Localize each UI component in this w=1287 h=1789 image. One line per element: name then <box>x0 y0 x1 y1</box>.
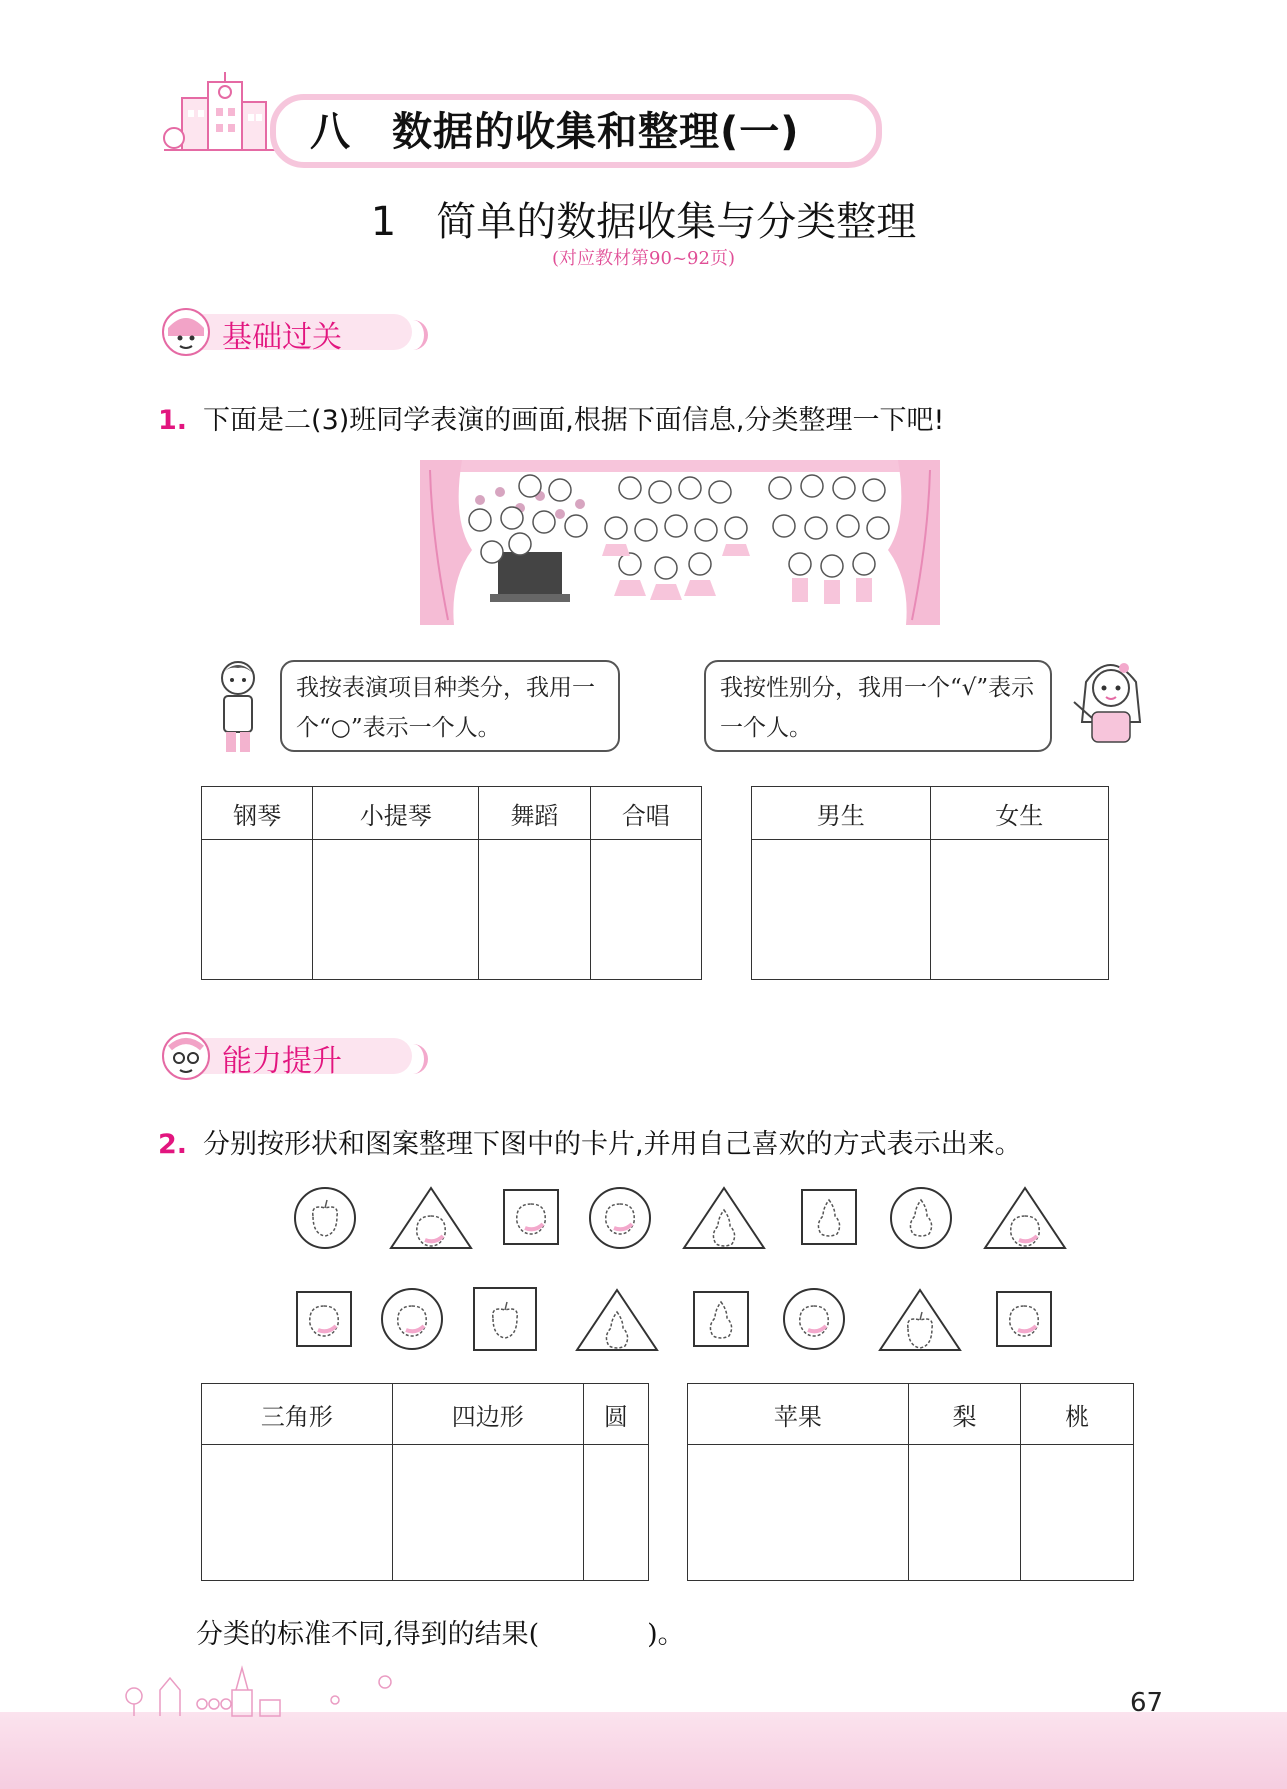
circle-card <box>382 1289 442 1349</box>
footer-band <box>0 1712 1287 1789</box>
answer-cell[interactable] <box>313 840 479 980</box>
triangle-card <box>391 1188 471 1248</box>
circle-card <box>590 1188 650 1248</box>
square-card <box>997 1292 1051 1346</box>
town-decoration-icon <box>120 1660 420 1720</box>
section-title: 能力提升 <box>222 1044 342 1079</box>
square-card <box>802 1190 856 1244</box>
girl-character <box>1066 652 1156 756</box>
answer-cell[interactable] <box>688 1445 909 1581</box>
table-header-cell: 苹果 <box>688 1384 909 1445</box>
table-header-cell: 小提琴 <box>313 787 479 840</box>
triangle-card <box>985 1188 1065 1248</box>
student-avatar-icon <box>160 306 212 358</box>
performance-type-table <box>201 786 702 980</box>
triangle-card <box>684 1188 764 1248</box>
chapter-title: 八 数据的收集和整理(一) <box>310 109 800 155</box>
question-text: 分别按形状和图案整理下图中的卡片,并用自己喜欢的方式表示出来。 <box>203 1129 1022 1160</box>
page-number: 67 <box>1130 1688 1164 1718</box>
teacher-avatar-icon <box>160 1030 212 1082</box>
speech-text: 我按表演项目种类分，我用一个“○”表示一个人。 <box>296 675 595 741</box>
square-card <box>694 1292 748 1346</box>
square-card <box>297 1292 351 1346</box>
shape-table <box>201 1383 649 1581</box>
table-header-cell: 梨 <box>908 1384 1021 1445</box>
table-header-cell: 男生 <box>752 787 931 840</box>
question-1 <box>158 398 944 437</box>
answer-cell[interactable] <box>392 1445 583 1581</box>
square-card <box>504 1190 558 1244</box>
answer-cell[interactable] <box>583 1445 648 1581</box>
answer-cell[interactable] <box>752 840 931 980</box>
speech-text: 我按性别分，我用一个“√”表示一个人。 <box>720 675 1035 741</box>
table-header-cell: 四边形 <box>392 1384 583 1445</box>
fruit-table <box>687 1383 1134 1581</box>
table-header-cell: 圆 <box>583 1384 648 1445</box>
table-header-cell: 桃 <box>1021 1384 1134 1445</box>
circle-card <box>891 1188 951 1248</box>
stage-performance-illustration <box>420 460 940 625</box>
question-number: 2. <box>158 1129 188 1160</box>
table-header-cell: 女生 <box>930 787 1109 840</box>
textbook-reference: (对应教材第90~92页) <box>552 248 735 269</box>
answer-cell[interactable] <box>202 1445 393 1581</box>
question-text: 下面是二(3)班同学表演的画面,根据下面信息,分类整理一下吧! <box>203 405 945 436</box>
answer-cell[interactable] <box>479 840 590 980</box>
circle-card <box>784 1289 844 1349</box>
boy-character <box>210 656 266 756</box>
gender-table <box>751 786 1109 980</box>
girl-speech-bubble <box>704 660 1052 752</box>
section-tag-advanced <box>160 1030 450 1080</box>
lesson-title: 1 简单的数据收集与分类整理 <box>370 199 917 245</box>
answer-cell[interactable] <box>930 840 1109 980</box>
fruit-shape-cards <box>280 1176 1080 1356</box>
square-card <box>474 1288 536 1350</box>
answer-cell[interactable] <box>1021 1445 1134 1581</box>
triangle-card <box>880 1290 960 1350</box>
answer-cell[interactable] <box>590 840 701 980</box>
circle-card <box>295 1188 355 1248</box>
table-header-cell: 三角形 <box>202 1384 393 1445</box>
table-header-cell: 合唱 <box>590 787 701 840</box>
conclusion-fill-blank[interactable]: 分类的标准不同,得到的结果( )。 <box>196 1619 685 1650</box>
section-tag-basic <box>160 306 450 356</box>
question-2 <box>158 1122 1022 1161</box>
answer-cell[interactable] <box>202 840 313 980</box>
triangle-card <box>577 1290 657 1350</box>
boy-speech-bubble <box>280 660 620 752</box>
answer-cell[interactable] <box>908 1445 1021 1581</box>
question-number: 1. <box>158 405 188 436</box>
table-header-cell: 钢琴 <box>202 787 313 840</box>
chapter-banner <box>160 90 880 162</box>
section-title: 基础过关 <box>222 320 342 355</box>
table-header-cell: 舞蹈 <box>479 787 590 840</box>
